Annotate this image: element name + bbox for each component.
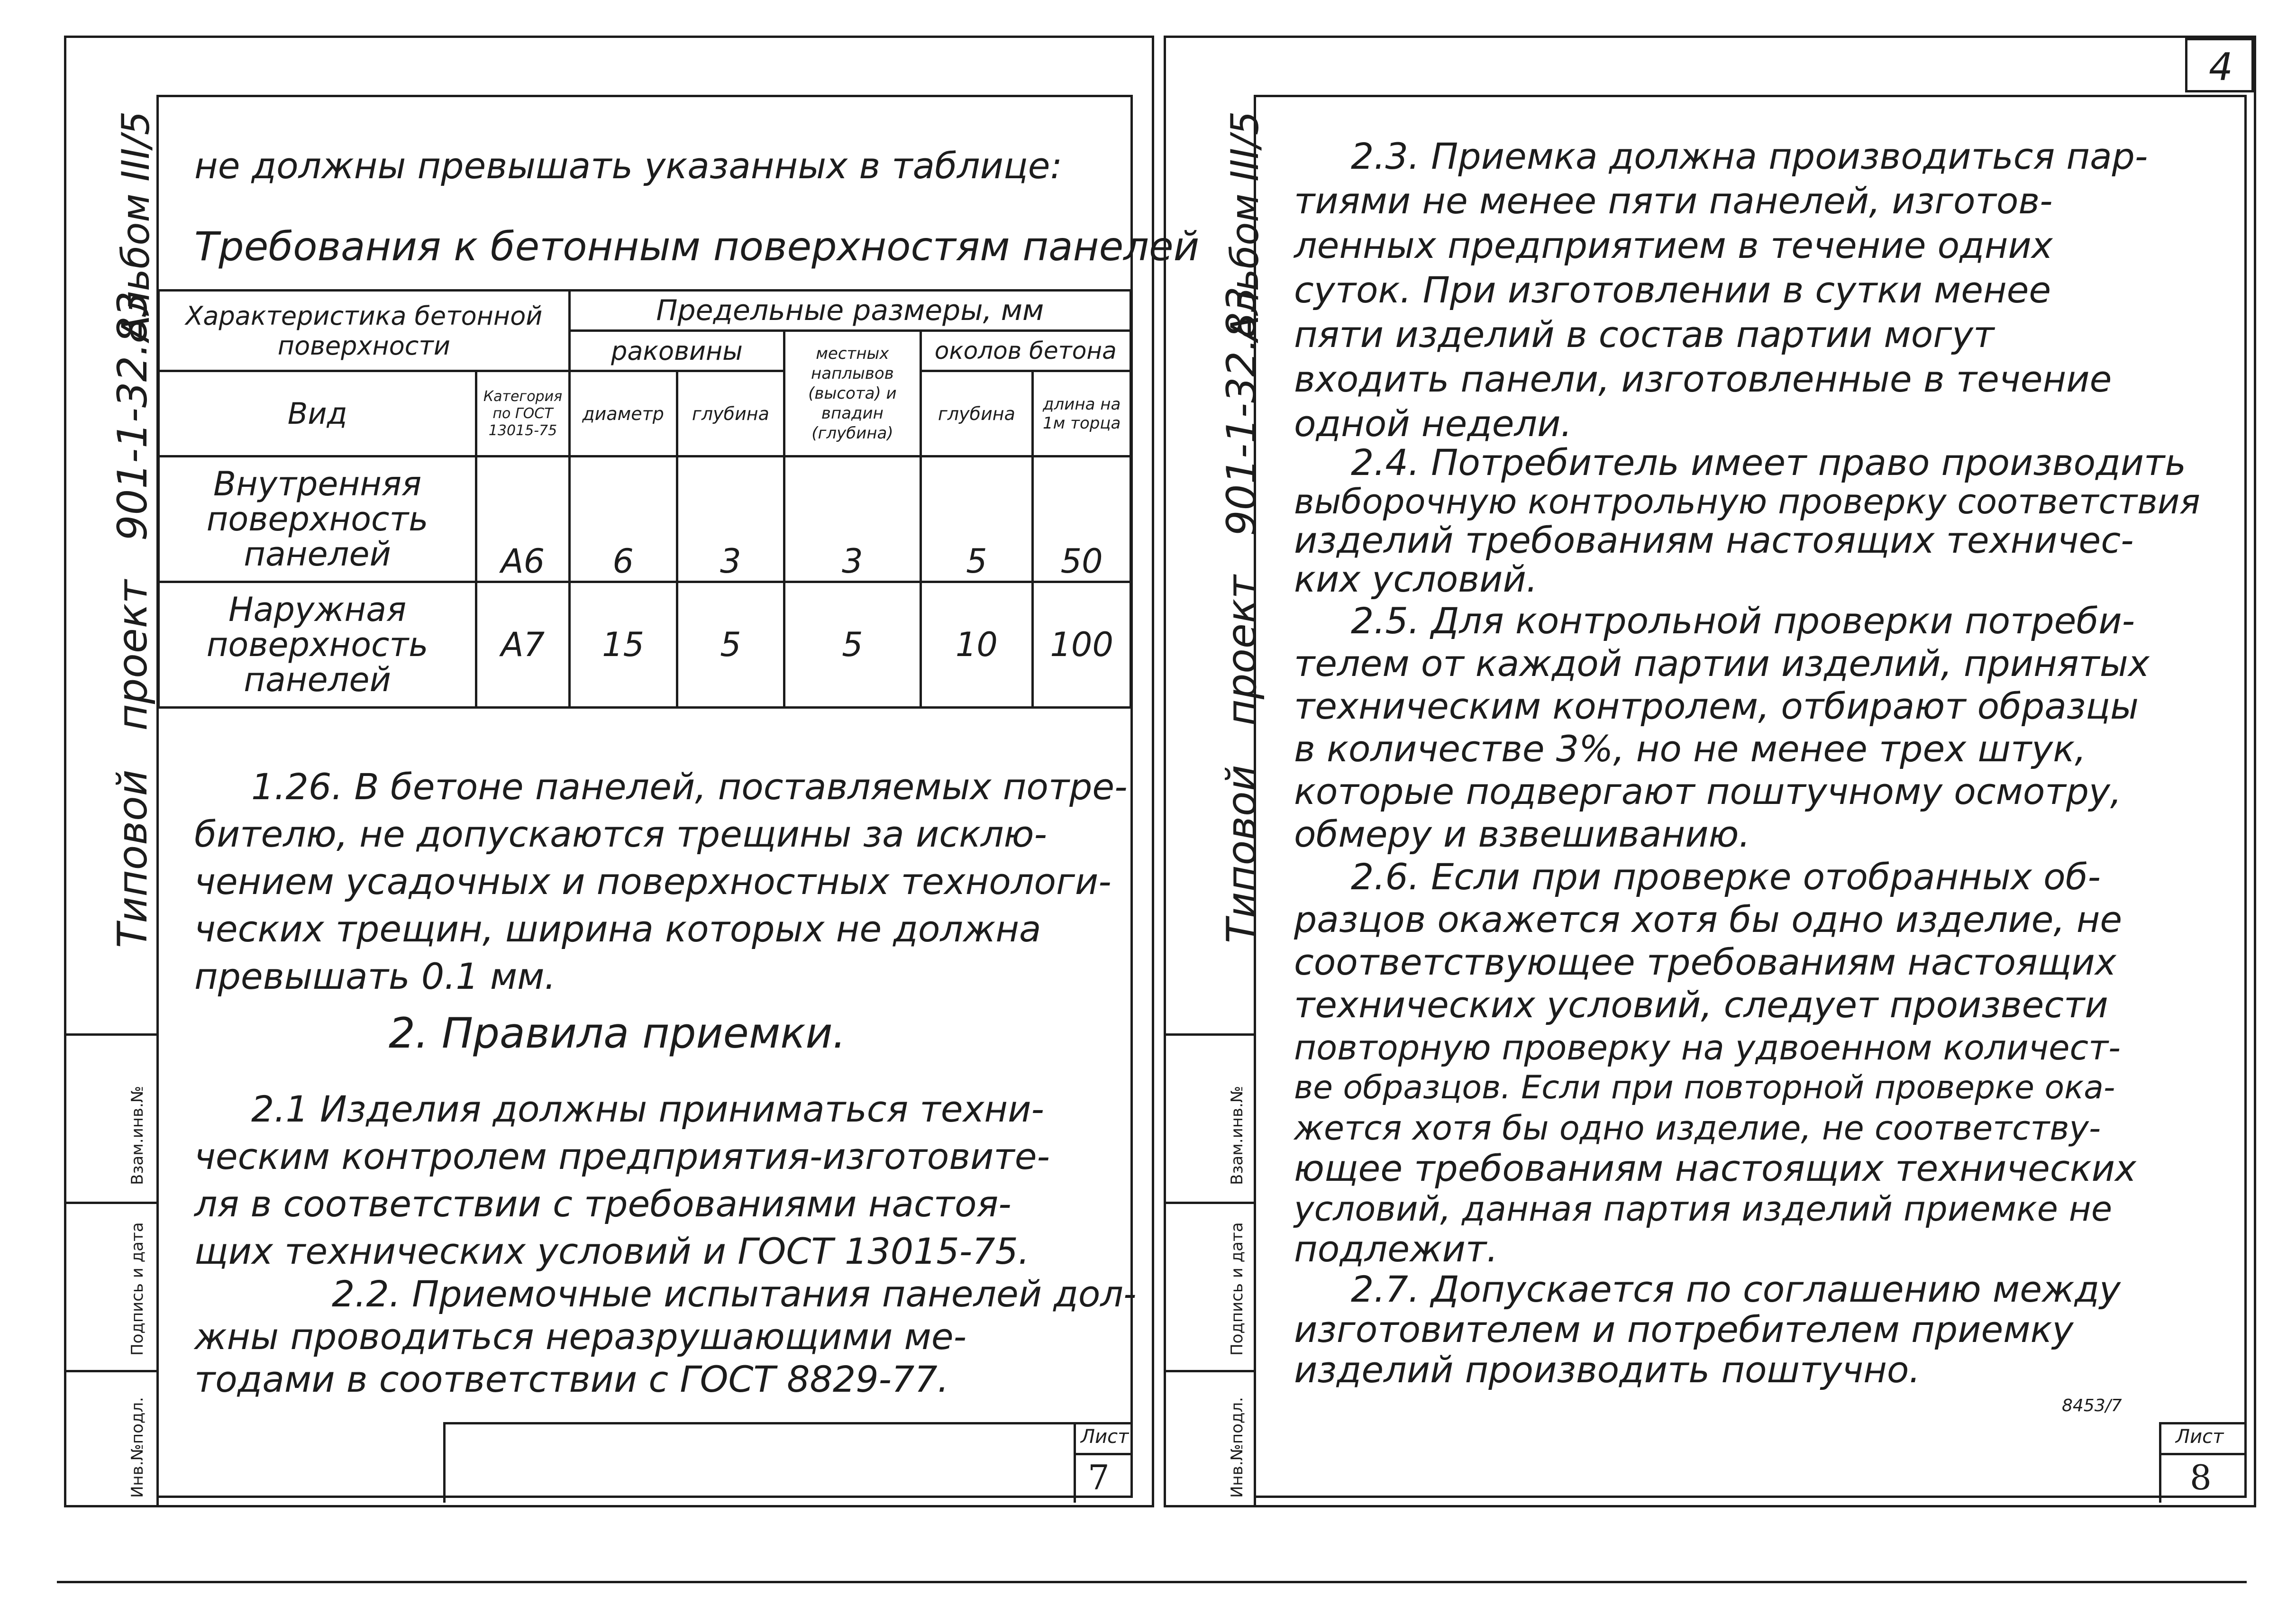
row1-chip-length: 50 [1033, 456, 1131, 582]
right-stamp-label-3: Взам.инв.№ [1228, 1086, 1247, 1185]
left-stamp-label-2: Подпись и дата [128, 1222, 147, 1356]
left-titleblock-top [443, 1422, 1133, 1424]
th-diameter: диаметр [569, 371, 677, 456]
left-stamp-row2 [64, 1370, 159, 1372]
right-stamp-top [1164, 1033, 1256, 1036]
left-intro-line: не должны превышать указанных в таблице: [194, 145, 1063, 187]
right-stamp-label-1: Инв.№подл. [1228, 1397, 1247, 1498]
row1-diameter: 6 [569, 456, 677, 582]
table-row [159, 456, 1131, 582]
left-side-project-label: Типовой проект 901-1-32.83 [109, 291, 156, 948]
row1-chip-depth: 5 [920, 456, 1033, 582]
left-sheet-number: 7 [1088, 1458, 1110, 1497]
th-view: Вид [159, 371, 476, 456]
th-chip-length: длина на 1м торца [1033, 371, 1131, 456]
row1-local: 3 [784, 456, 920, 582]
right-stamp-row1 [1164, 1202, 1256, 1204]
th-characteristic: Характеристика бетонной поверхности [159, 291, 570, 371]
right-sheet-mid [2159, 1453, 2247, 1455]
row2-category: А7 [476, 582, 570, 708]
th-depth: глубина [677, 371, 784, 456]
section-heading: 2. Правила приемки. [389, 1009, 846, 1058]
left-stamp-top [64, 1033, 159, 1036]
row2-local: 5 [784, 582, 920, 708]
left-stamp-label-3: Взам.инв.№ [128, 1086, 147, 1185]
row1-category: А6 [476, 456, 570, 582]
th-pores: раковины [569, 331, 784, 371]
right-side-project-label: Типовой проект 901-1-32.83 [1218, 286, 1266, 943]
right-footnote: 8453/7 [2062, 1396, 2122, 1415]
row1-depth: 3 [677, 456, 784, 582]
bottom-rule [57, 1581, 2247, 1583]
th-category: Категория по ГОСТ 13015-75 [476, 371, 570, 456]
right-sheet-label: Лист [2176, 1426, 2224, 1448]
th-local: местных наплывов (высота) и впадин (глубина) [784, 331, 920, 456]
row2-depth: 5 [677, 582, 784, 708]
right-stamp-row2 [1164, 1370, 1256, 1372]
row2-chip-length: 100 [1033, 582, 1131, 708]
row1-view: Внутренняя поверхность панелей [159, 456, 476, 582]
row2-chip-depth: 10 [920, 582, 1033, 708]
left-sheet-mid [1074, 1453, 1133, 1455]
left-sheet-label: Лист [1081, 1426, 1129, 1448]
left-stamp-label-1: Инв.№подл. [128, 1397, 147, 1498]
row2-view: Наружная поверхность панелей [159, 582, 476, 708]
right-sheet-number: 8 [2190, 1458, 2212, 1497]
requirements-table [157, 289, 1132, 709]
right-stamp-label-2: Подпись и дата [1228, 1222, 1247, 1356]
right-sheet-top [2159, 1422, 2247, 1424]
left-side-album-label: Альбом ІІІ/5 [114, 111, 158, 341]
corner-page-number: 4 [2209, 45, 2233, 89]
th-chip-depth: глубина [920, 371, 1033, 456]
left-sheet-divider [1074, 1422, 1076, 1503]
th-limits: Предельные размеры, мм [569, 291, 1130, 331]
left-titleblock-left [443, 1422, 446, 1503]
row2-diameter: 15 [569, 582, 677, 708]
table-row [159, 582, 1131, 708]
right-sheet-divider [2159, 1422, 2161, 1503]
left-stamp-row1 [64, 1202, 159, 1204]
right-side-album-label: Альбом ІІІ/5 [1223, 111, 1267, 341]
table-title: Требования к бетонным поверхностям панелей [194, 223, 1200, 270]
th-chips: околов бетона [920, 331, 1130, 371]
